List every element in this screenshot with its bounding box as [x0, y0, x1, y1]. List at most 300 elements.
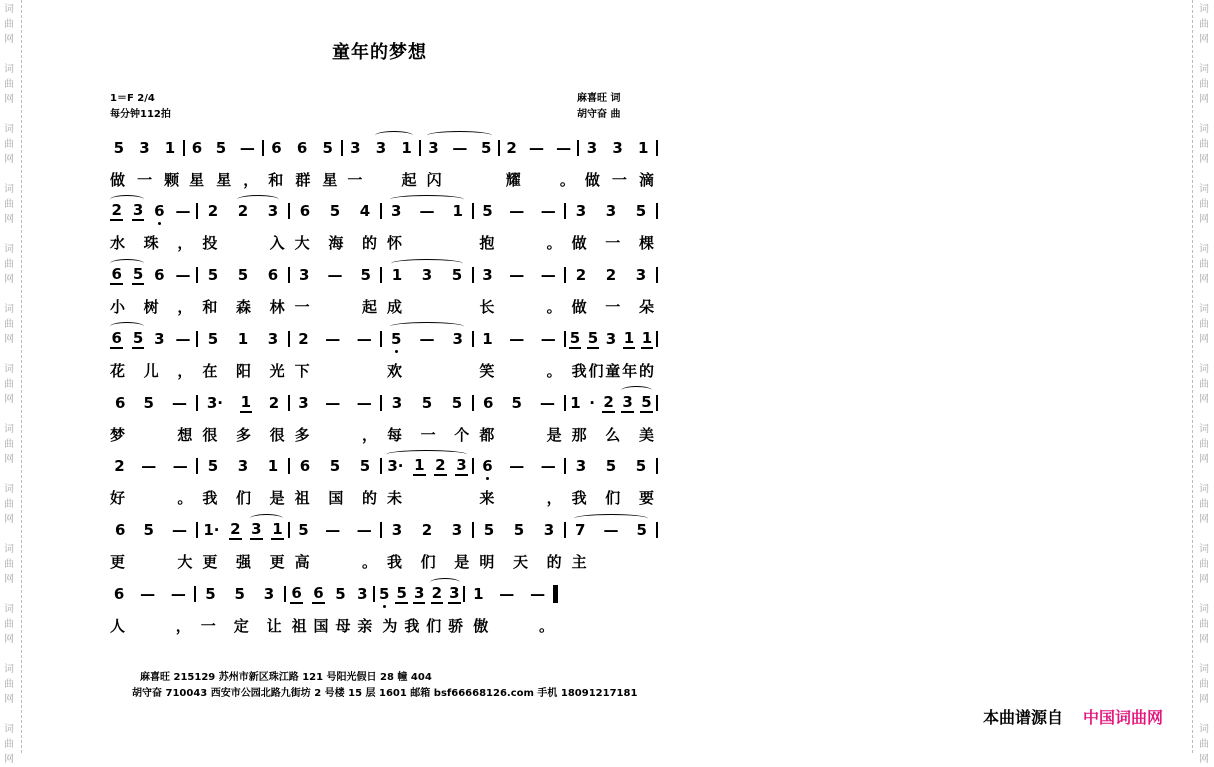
lyric: 未	[386, 489, 402, 508]
lyrics-row	[106, 354, 658, 386]
score-system	[106, 196, 658, 260]
note: 6	[111, 328, 122, 347]
measure	[185, 132, 262, 163]
note: 5	[421, 393, 433, 412]
key-and-time: 1＝F 2/4	[110, 93, 155, 104]
note: 3	[452, 329, 463, 348]
score-system	[106, 260, 658, 324]
note: 3	[139, 138, 150, 157]
watermark-text: 词 曲 网	[1199, 544, 1209, 585]
note: 6	[296, 138, 308, 157]
lyric: 星星，	[189, 170, 259, 189]
lyric: 下	[294, 361, 310, 380]
watermark-text: 词 曲 网	[4, 664, 14, 705]
measure	[290, 515, 380, 546]
notes-row	[106, 323, 658, 354]
lyric: 明天的	[479, 553, 562, 572]
note: 2	[605, 266, 617, 285]
slur	[386, 450, 467, 459]
note: 3	[263, 585, 275, 604]
note: 3	[132, 201, 144, 220]
lyric: 和森林	[202, 298, 285, 317]
slur	[390, 322, 464, 331]
note: 5	[335, 585, 346, 604]
slur	[110, 259, 144, 268]
note: 5	[481, 138, 492, 157]
measure	[566, 515, 656, 546]
slur	[574, 514, 648, 523]
lyrics-row	[106, 227, 658, 259]
measure	[106, 515, 196, 546]
watermark-text: 词 曲 网	[4, 184, 14, 225]
note: 3	[237, 457, 249, 476]
note: —	[528, 138, 544, 157]
note: 2	[421, 521, 433, 540]
note: 3	[622, 392, 633, 411]
note: —	[499, 585, 515, 604]
note: 5	[329, 202, 341, 221]
note: —	[172, 457, 188, 476]
slur	[391, 259, 463, 268]
lyric: 都是	[479, 425, 562, 444]
note: 5	[143, 521, 154, 540]
measure	[106, 579, 194, 610]
note: 3	[456, 456, 467, 475]
lyric: 每一个	[386, 425, 470, 444]
lyrics-row	[106, 163, 658, 195]
note: 6	[113, 585, 125, 604]
score-system	[106, 451, 658, 515]
note: 5	[322, 138, 333, 157]
lyric: 投入	[202, 234, 285, 253]
note: 3	[357, 585, 368, 604]
measure	[474, 196, 564, 227]
slur	[237, 195, 279, 204]
notes-row	[106, 196, 658, 227]
note: —	[539, 393, 555, 412]
lyric: 梦想	[110, 425, 193, 444]
note: 5	[605, 457, 617, 476]
note: 5	[396, 584, 407, 603]
lyric: 花儿，	[110, 361, 193, 380]
watermark-text: 词 曲 网	[1199, 184, 1209, 225]
note: 2	[268, 393, 280, 412]
note: 6	[271, 138, 282, 157]
measure	[106, 196, 196, 227]
watermark-text: 词 曲 网	[1199, 64, 1209, 105]
note: 5	[636, 521, 647, 540]
note: 3	[391, 202, 402, 221]
note: 1	[473, 585, 484, 604]
note: 3	[586, 138, 598, 157]
measure	[198, 323, 288, 354]
note: 2	[230, 520, 241, 539]
lyrics-row	[106, 482, 658, 514]
measure	[198, 387, 288, 418]
note: 5	[378, 585, 390, 604]
watermark-text: 词 曲 网	[1199, 724, 1209, 765]
measure	[290, 196, 380, 227]
watermark-text: 词 曲 网	[1199, 484, 1209, 525]
note: —	[140, 585, 156, 604]
note: 6	[483, 393, 494, 412]
note: —	[509, 457, 525, 476]
measure	[382, 515, 472, 546]
source-label: 本曲谱源自	[983, 708, 1064, 727]
note: 6	[111, 265, 122, 284]
note: 5	[641, 392, 652, 411]
note: 5	[451, 266, 463, 285]
note: 3	[575, 457, 587, 476]
lyric: 高。	[294, 553, 377, 572]
note: 3	[154, 329, 165, 348]
measure	[382, 196, 472, 227]
measure	[566, 387, 656, 418]
watermark-text: 词 曲 网	[1199, 244, 1209, 285]
watermark-text: 词 曲 网	[1199, 364, 1209, 405]
lyric: 好。	[110, 489, 193, 508]
lyric: 小树，	[110, 298, 193, 317]
lyric: 笑。	[479, 361, 562, 380]
note: —	[530, 585, 546, 604]
note: 5	[329, 457, 341, 476]
lyric: 我们是	[202, 489, 285, 508]
note: 3	[428, 138, 439, 157]
lyric: 和群星	[268, 170, 338, 189]
note: 5	[513, 521, 525, 540]
note: 3	[605, 329, 617, 348]
measure	[500, 132, 577, 163]
note: 3	[414, 584, 425, 603]
note: 1·	[203, 521, 220, 540]
note: —	[175, 329, 191, 348]
score	[106, 132, 658, 642]
note: 3	[575, 202, 587, 221]
lyric: 做一颗	[110, 170, 180, 189]
note: 2	[298, 329, 309, 348]
note: —	[327, 266, 343, 285]
measure	[290, 323, 380, 354]
measure	[474, 260, 564, 291]
note: 3	[299, 266, 310, 285]
measure	[290, 451, 380, 482]
note: —	[540, 202, 556, 221]
note: 5	[587, 328, 599, 347]
lyric: 更大	[110, 553, 193, 572]
lyric: 人，	[110, 617, 191, 636]
note: 5	[215, 138, 227, 157]
note: 3	[267, 329, 279, 348]
measure	[474, 323, 564, 354]
watermark-text: 词 曲 网	[1199, 304, 1209, 345]
note: —	[175, 266, 191, 285]
note: 2	[237, 202, 249, 221]
note: 6	[154, 266, 165, 285]
watermark-text: 词 曲 网	[4, 244, 14, 285]
barline	[656, 458, 658, 474]
final-barline	[553, 585, 558, 603]
watermark-text: 词 曲 网	[4, 544, 14, 585]
watermark-text: 词 曲 网	[1199, 424, 1209, 465]
lyric: 我们童年的	[571, 361, 654, 380]
measure	[382, 451, 472, 482]
note: —	[419, 202, 435, 221]
note: 1	[637, 138, 649, 157]
note: 3	[267, 202, 279, 221]
note: ·	[589, 393, 595, 412]
note: 2	[114, 457, 125, 476]
notes-row	[106, 515, 658, 546]
measure	[382, 387, 472, 418]
note: 5	[298, 521, 309, 540]
lyric: 耀。	[505, 170, 575, 189]
measure	[474, 387, 564, 418]
watermark-text: 词 曲 网	[4, 424, 14, 465]
slur	[390, 195, 464, 204]
note: 3	[451, 521, 463, 540]
measure	[106, 387, 196, 418]
note: 5	[359, 457, 371, 476]
slur	[621, 386, 652, 395]
note: —	[356, 521, 372, 540]
note: 6	[482, 457, 493, 476]
watermark-text: 词 曲 网	[1199, 664, 1209, 705]
lyric: 做一朵	[571, 298, 654, 317]
lyric: 那么美	[571, 425, 654, 444]
lyric: 我们要	[571, 489, 654, 508]
note: 5	[132, 328, 144, 347]
watermark-text: 词 曲 网	[1199, 604, 1209, 645]
note: 3	[612, 138, 623, 157]
note: 5	[482, 202, 493, 221]
measure	[106, 132, 183, 163]
note: 2	[506, 138, 517, 157]
notes-row	[106, 387, 658, 418]
lyric: 大海的	[294, 234, 377, 253]
tempo: 每分钟112拍	[110, 109, 171, 120]
footer-address-2: 胡守奋 710043 西安市公园北路九街坊 2 号楼 15 层 1601 邮箱 bsf66668126.com 手机 18091217181	[132, 688, 638, 699]
score-system	[106, 132, 658, 196]
note: 2	[435, 456, 446, 475]
note: 3	[375, 138, 387, 157]
note: 5	[207, 457, 219, 476]
measure	[474, 451, 564, 482]
note: 3	[421, 266, 433, 285]
note: 3·	[387, 457, 404, 476]
barline	[656, 522, 658, 538]
measure	[382, 323, 472, 354]
note: —	[419, 329, 435, 348]
note: 1	[401, 138, 412, 157]
note: —	[540, 329, 556, 348]
note: 2	[575, 266, 587, 285]
note: 4	[359, 202, 371, 221]
barline	[656, 267, 658, 283]
slur	[110, 195, 144, 204]
note: —	[171, 393, 187, 412]
note: —	[239, 138, 255, 157]
note: —	[556, 138, 572, 157]
note: 1	[272, 520, 283, 539]
measure	[106, 451, 196, 482]
lyrics-row	[106, 610, 558, 642]
note: 3	[298, 393, 309, 412]
note: 1	[414, 456, 425, 475]
note: 1	[391, 266, 403, 285]
note: 5	[451, 393, 463, 412]
lyric: 成	[386, 298, 402, 317]
note: 6	[291, 584, 302, 603]
notes-row	[106, 579, 558, 610]
note: 5	[207, 329, 219, 348]
note: 5	[207, 266, 219, 285]
note: —	[325, 521, 341, 540]
note: 3	[391, 393, 403, 412]
note: 6	[115, 393, 126, 412]
measure	[290, 260, 380, 291]
note: 1	[482, 329, 493, 348]
song-title: 童年的梦想	[332, 42, 427, 63]
measure	[566, 196, 656, 227]
lyrics-row	[106, 291, 658, 323]
note: 6	[299, 202, 311, 221]
note: 5	[511, 393, 522, 412]
measure	[290, 387, 380, 418]
measure	[106, 323, 196, 354]
right-margin-line	[1192, 0, 1193, 753]
note: 1	[240, 392, 252, 411]
barline	[656, 331, 658, 347]
measure	[196, 579, 284, 610]
note: 6	[154, 202, 165, 221]
note: 5	[143, 393, 154, 412]
note: 5	[635, 457, 647, 476]
watermark-text: 词 曲 网	[1199, 124, 1209, 165]
lyric: 更强更	[202, 553, 285, 572]
key-signature	[110, 91, 171, 123]
note: —	[171, 521, 187, 540]
note: —	[509, 202, 525, 221]
note: 2	[603, 392, 614, 411]
note: —	[356, 393, 372, 412]
source-credit	[983, 705, 1163, 728]
slur	[430, 578, 460, 587]
note: —	[603, 521, 619, 540]
lyric: 多，	[294, 425, 377, 444]
measure	[375, 579, 463, 610]
measure	[566, 323, 656, 354]
note: 5	[635, 202, 647, 221]
measure	[343, 132, 420, 163]
note: —	[540, 457, 556, 476]
watermark-text: 词 曲 网	[1199, 4, 1209, 45]
measure	[382, 260, 472, 291]
note: 1	[623, 328, 635, 347]
note: 1	[641, 328, 653, 347]
lyric: 祖国的	[294, 489, 377, 508]
note: 6	[299, 457, 311, 476]
source-brand-link[interactable]: 中国词曲网	[1083, 708, 1164, 727]
note: 5	[569, 328, 581, 347]
watermark-text: 词 曲 网	[4, 304, 14, 345]
note: —	[325, 329, 341, 348]
notes-row	[106, 451, 658, 482]
note: 3	[449, 584, 460, 603]
measure	[566, 451, 656, 482]
lyric: 一起	[347, 170, 417, 189]
note: —	[170, 585, 186, 604]
slur	[427, 131, 492, 140]
note: —	[509, 329, 525, 348]
barline	[656, 203, 658, 219]
score-system	[106, 387, 658, 451]
note: 2	[207, 202, 219, 221]
note: 3	[543, 521, 555, 540]
note: 5	[205, 585, 216, 604]
note: —	[325, 393, 341, 412]
measure	[198, 196, 288, 227]
lyric: 我们是	[386, 553, 470, 572]
measure	[474, 515, 564, 546]
note: 5	[483, 521, 495, 540]
measure	[465, 579, 553, 610]
lyric: 来，	[479, 489, 562, 508]
note: 3	[635, 266, 647, 285]
note: 6	[313, 584, 324, 603]
lyric: 祖国母亲	[291, 617, 373, 636]
lyrics-row	[106, 546, 658, 578]
note: 1	[164, 138, 176, 157]
note: 3	[350, 138, 361, 157]
lyric: 一定让	[200, 617, 282, 636]
note: 1	[237, 329, 249, 348]
note: 5	[237, 266, 249, 285]
lyric: 很多很	[202, 425, 285, 444]
note: 5	[360, 266, 371, 285]
notes-row	[106, 260, 658, 291]
lyric: 水珠，	[110, 234, 193, 253]
note: 3	[251, 520, 262, 539]
lyric: 抱。	[479, 234, 562, 253]
measure	[286, 579, 374, 610]
measure	[579, 132, 656, 163]
slur	[250, 514, 283, 523]
watermark-text: 词 曲 网	[4, 484, 14, 525]
note: —	[141, 457, 157, 476]
note: 2	[111, 201, 122, 220]
composer: 胡守奋 曲	[577, 109, 621, 120]
note: 3	[482, 266, 493, 285]
lyric: 主	[571, 553, 587, 572]
note: 3·	[206, 393, 223, 412]
measure	[198, 260, 288, 291]
score-system	[106, 515, 658, 579]
footer-address-1: 麻喜旺 215129 苏州市新区珠江路 121 号阳光假日 28 幢 404	[140, 672, 432, 683]
notes-row	[106, 132, 658, 163]
lyric: 做一棵	[571, 234, 654, 253]
watermark-text: 词 曲 网	[4, 724, 14, 765]
note: —	[540, 266, 556, 285]
left-margin-line	[21, 0, 22, 753]
note: 1	[452, 202, 463, 221]
lyricist: 麻喜旺 词	[577, 93, 621, 104]
note: 1	[267, 457, 279, 476]
measure	[198, 515, 288, 546]
note: 2	[431, 584, 443, 603]
measure	[106, 260, 196, 291]
note: 3	[391, 521, 403, 540]
note: 7	[575, 521, 586, 540]
